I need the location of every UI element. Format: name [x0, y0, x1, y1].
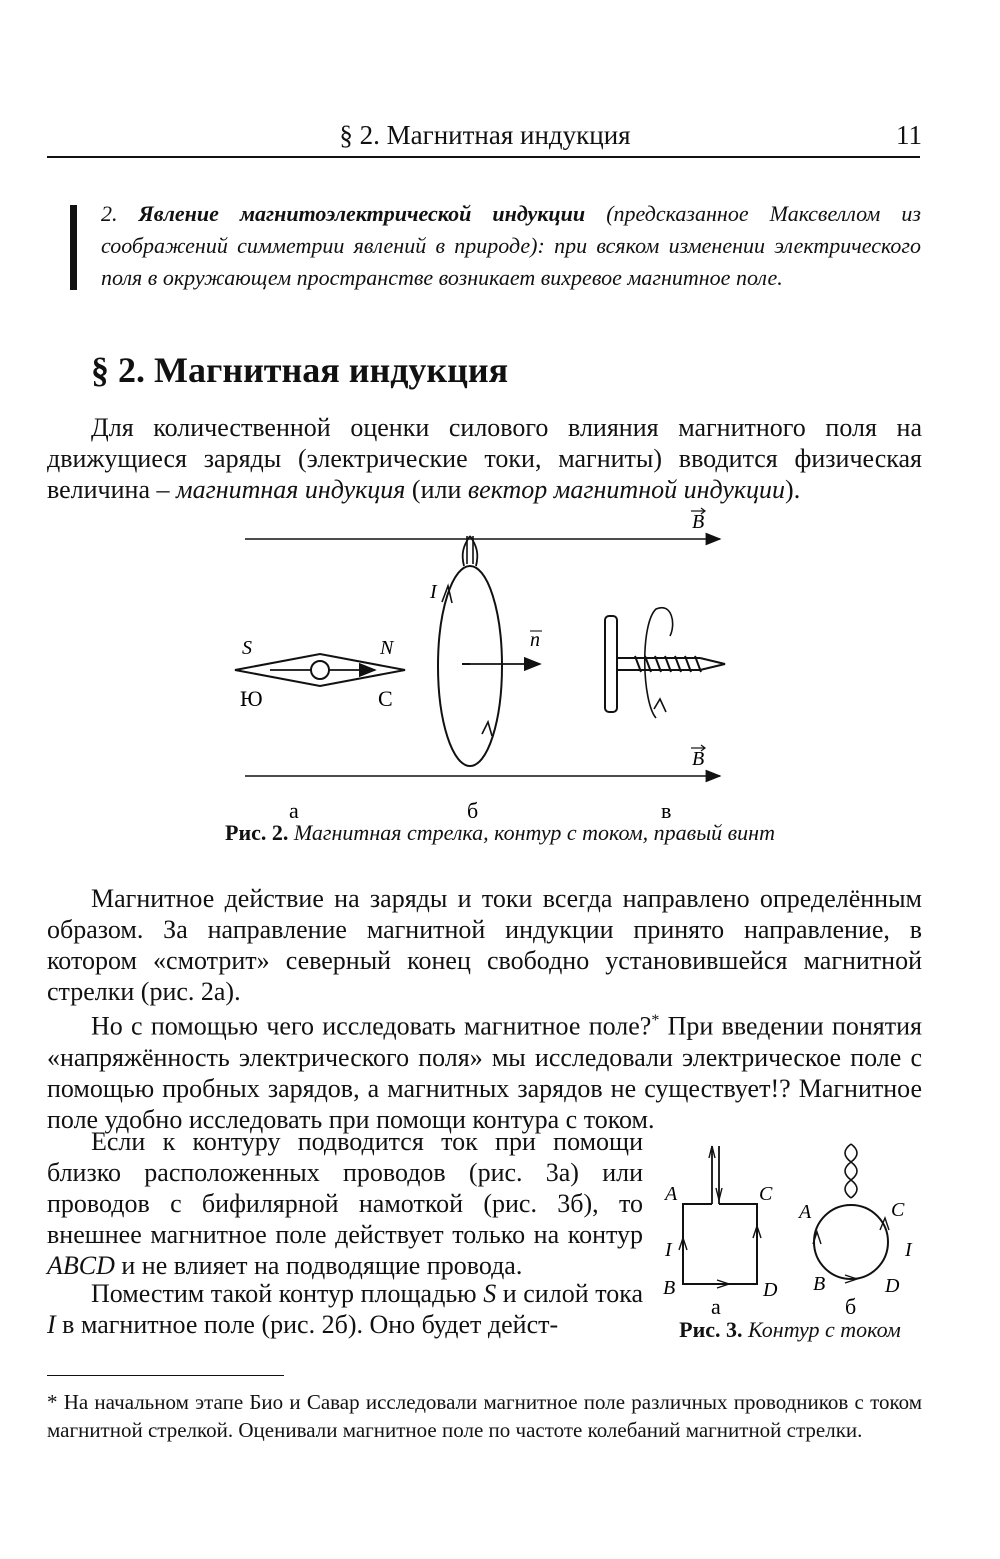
label-n: N [380, 637, 394, 659]
figure-3-caption-label: Рис. 3. [679, 1317, 743, 1342]
label-s: S [242, 637, 252, 659]
figure-2 [230, 506, 740, 826]
figure-3-caption-text: Контур с током [742, 1317, 901, 1342]
running-title: § 2. Магнитная индукция [339, 120, 631, 150]
footnote [47, 1388, 922, 1444]
b-label-top: B [692, 511, 705, 533]
sublabel-v: в [661, 798, 672, 823]
sidebar-note-text: (предсказанное Максвеллом из соображений симметрии явлений в природе): при всяком изменении электрического поля в окружающем пространстве возникает вихревое магнитное поле. [101, 201, 922, 290]
sidebar-note-term: Явление магнитоэлектрической индукции [138, 201, 586, 226]
paragraph-3 [47, 1126, 643, 1281]
figure-2-caption [0, 820, 1000, 846]
paragraph-2 [47, 1005, 922, 1135]
circ-label-d: D [885, 1275, 900, 1297]
right-screw [605, 608, 725, 718]
fig3-sublabel-b: б [845, 1294, 857, 1319]
label-n-vector: n [530, 629, 540, 651]
label-yu: Ю [240, 686, 263, 711]
sublabel-b: б [467, 798, 479, 823]
figure-3-caption [655, 1317, 925, 1343]
paragraph-4 [47, 1278, 643, 1340]
intro-part1: Для количественной оценки силового влияния магнитного поля на движущиеся заряды (электрические токи, магниты) вводится физическая величина – [47, 413, 922, 504]
paragraph-2-text: Но с помощью чего исследовать магнитное поле? [91, 1011, 652, 1041]
header-rule [47, 156, 920, 158]
circ-label-i: I [905, 1239, 912, 1261]
sq-label-a: A [665, 1183, 678, 1205]
fig3-sublabel-a: а [711, 1294, 721, 1319]
sq-label-d: D [763, 1279, 778, 1301]
circular-contour [813, 1144, 889, 1283]
paragraph-4-s: S [483, 1279, 497, 1308]
sidebar-note [101, 198, 921, 294]
figure-2-caption-label: Рис. 2. [225, 820, 289, 845]
paragraph-3-part1: Если к контуру подводится ток при помощи близко расположенных проводов (рис. 3а) или проводов с бифилярной намоткой (рис. 3б), то внешнее магнитное поле действует только на контур [47, 1127, 643, 1249]
footnote-text: На начальном этапе Био и Савар исследовали магнитное поле различных проводников с током магнитной стрелкой. Оценивали магнитное поле по частоте колебаний магнитной стрелки. [47, 1390, 922, 1442]
intro-term2: вектор магнитной индукции [467, 475, 786, 504]
sidebar-bar [70, 205, 77, 290]
figure-3 [655, 1138, 925, 1333]
paragraph-4-part1: Поместим такой контур площадью [91, 1279, 484, 1308]
b-label-bottom: B [692, 748, 705, 770]
paragraph-4-part3: в магнитное поле (рис. 2б). Оно будет дейст- [55, 1310, 559, 1339]
circ-label-a: A [799, 1201, 812, 1223]
square-contour [679, 1146, 761, 1288]
page-number: 11 [896, 120, 922, 150]
section-heading: § 2. Магнитная индукция [91, 350, 509, 390]
paragraph-4-i: I [47, 1310, 56, 1339]
sq-label-b: B [663, 1277, 676, 1299]
paragraph-3-part2: и не влияет на подводящие провода. [114, 1251, 523, 1280]
footnote-mark: * [47, 1390, 64, 1414]
circ-label-b: B [813, 1273, 826, 1295]
paragraph-2-rest: При введении понятия «напряжённость электрического поля» мы исследовали электрическое поле с помощью пробных зарядов, а магнитных зарядов не существует!? Магнитное поле удобно исследовать при помощи контура с током. [47, 1011, 923, 1134]
circ-label-c: C [891, 1199, 905, 1221]
intro-term1: магнитная индукция [176, 475, 406, 504]
paragraph-1: Магнитное действие на заряды и токи всегда направлено определённым образом. За направление магнитной индукции принято направление, в котором «смотрит» северный конец свободно установившейся магнитной стрелки (рис. 2а). [47, 884, 922, 1006]
current-loop [438, 536, 540, 766]
sublabel-a: а [289, 798, 299, 823]
sq-label-i: I [665, 1239, 672, 1261]
footnote-reference: * [651, 1012, 660, 1029]
label-i: I [430, 581, 437, 603]
footnote-rule [47, 1375, 284, 1376]
label-c: С [378, 686, 393, 711]
intro-paragraph [47, 412, 922, 505]
paragraph-4-part2: и силой тока [496, 1279, 643, 1308]
sq-label-c: C [759, 1183, 773, 1205]
figure-2-caption-text: Магнитная стрелка, контур с током, правый винт [288, 820, 775, 845]
sidebar-note-lead: 2. [101, 201, 139, 226]
intro-part3: ). [785, 475, 801, 504]
paragraph-3-abcd: ABCD [47, 1251, 115, 1280]
intro-part2: (или [405, 475, 468, 504]
